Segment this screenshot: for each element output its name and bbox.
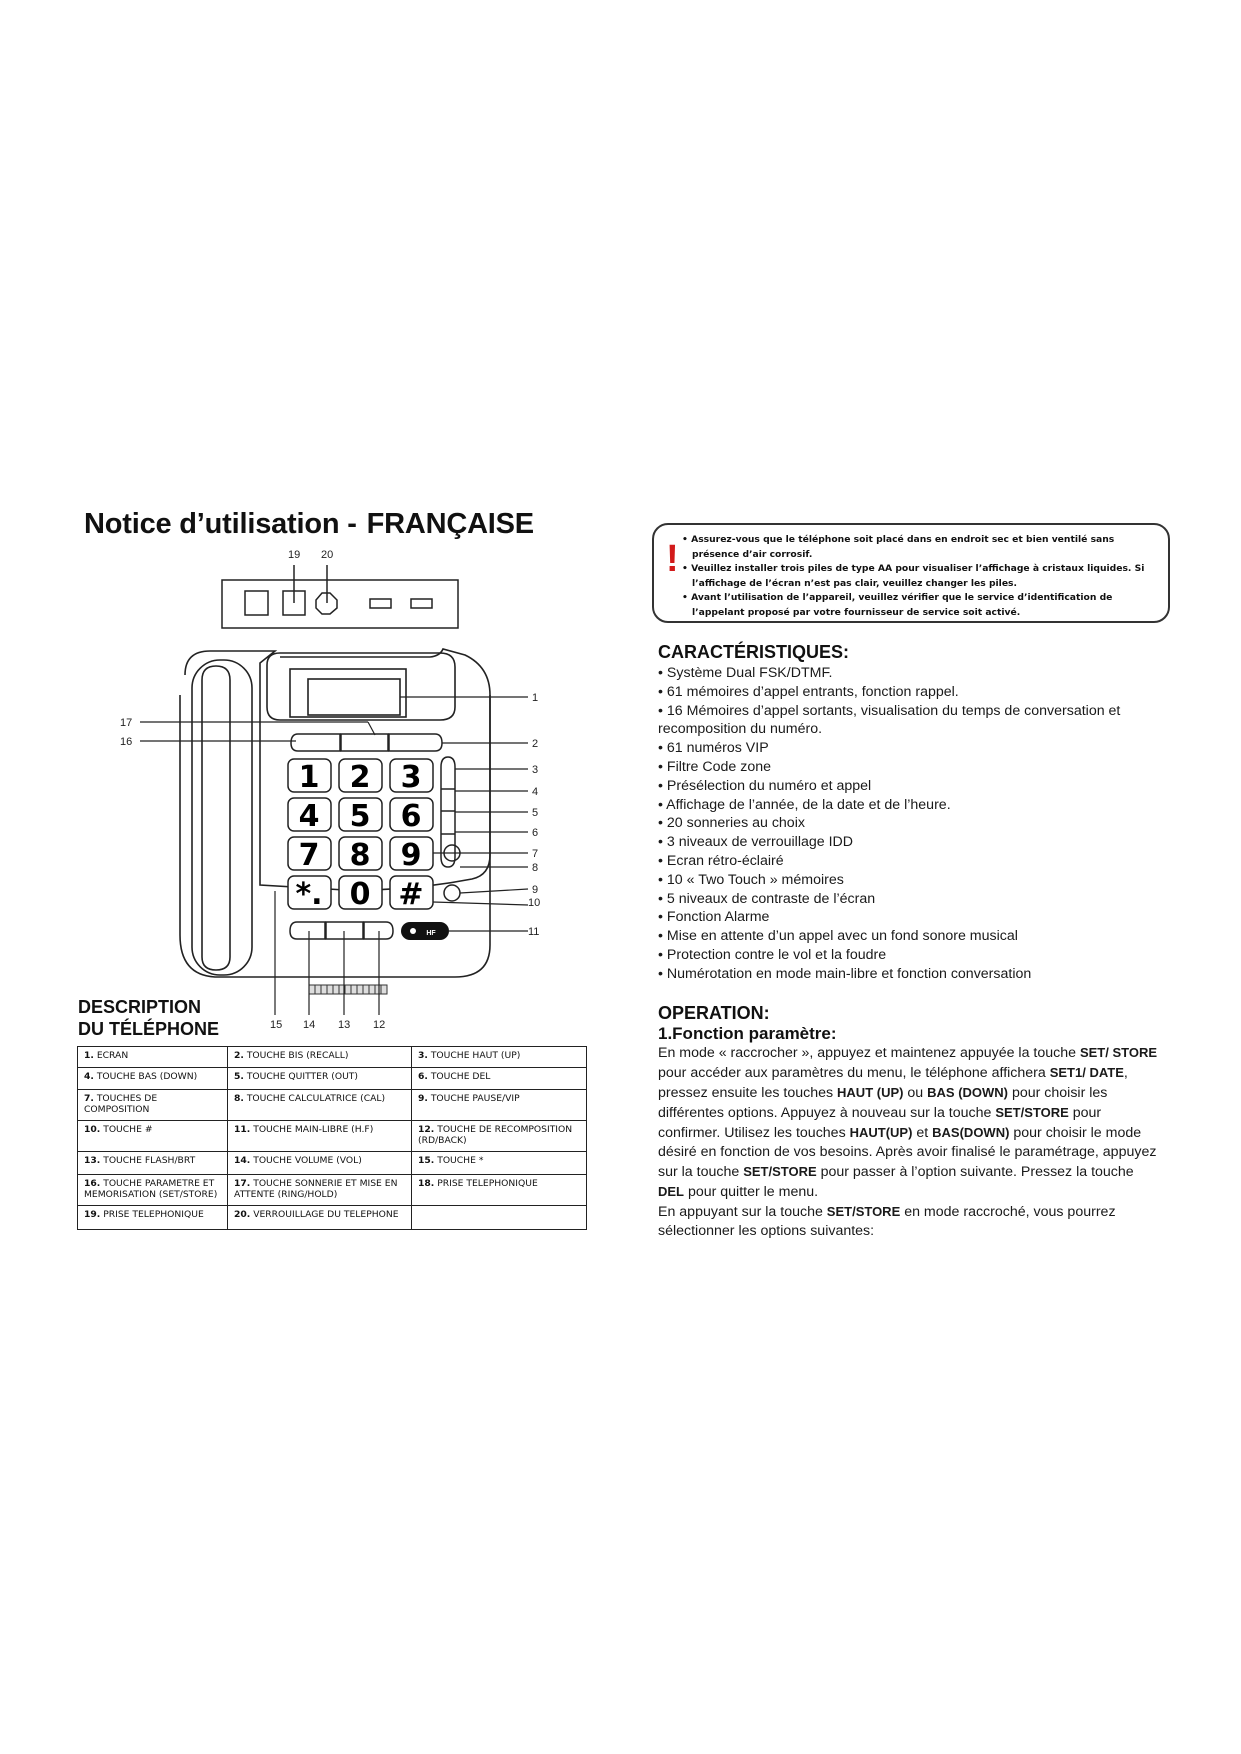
legend-cell: 3. TOUCHE HAUT (UP) bbox=[412, 1047, 587, 1068]
list-item: • 10 « Two Touch » mémoires bbox=[658, 871, 1158, 890]
callout-2: 2 bbox=[532, 738, 539, 750]
list-item: • Ecran rétro-éclairé bbox=[658, 852, 1158, 871]
callout-4: 4 bbox=[532, 786, 539, 798]
callout-6: 6 bbox=[532, 827, 539, 839]
list-item: • Présélection du numéro et appel bbox=[658, 777, 1158, 796]
legend-table bbox=[77, 1046, 587, 1230]
legend-cell: 5. TOUCHE QUITTER (OUT) bbox=[228, 1068, 412, 1090]
warning-icon: ! bbox=[666, 538, 679, 580]
table-row bbox=[78, 1090, 587, 1121]
list-item: • 61 numéros VIP bbox=[658, 739, 1158, 758]
warning-list bbox=[682, 533, 1164, 620]
legend-cell: 1. ECRAN bbox=[78, 1047, 228, 1068]
list-item: • Fonction Alarme bbox=[658, 908, 1158, 927]
key-star: *. bbox=[295, 877, 323, 912]
list-item: • Protection contre le vol et la foudre bbox=[658, 946, 1158, 965]
legend-cell: 14. TOUCHE VOLUME (VOL) bbox=[228, 1152, 412, 1175]
list-item: • 5 niveaux de contraste de l’écran bbox=[658, 890, 1158, 909]
legend-cell bbox=[412, 1206, 587, 1230]
list-item: • 16 Mémoires d’appel sortants, visualisation du temps de conversation et recomposition du numéro. bbox=[658, 702, 1158, 740]
description-title-line2: DU TÉLÉPHONE bbox=[78, 1019, 220, 1039]
parameter-function-title: 1.Fonction paramètre: bbox=[658, 1024, 837, 1043]
list-item: • Mise en attente d’un appel avec un fond sonore musical bbox=[658, 927, 1158, 946]
list-item: • Numérotation en mode main-libre et fonction conversation bbox=[658, 965, 1158, 984]
legend-cell: 9. TOUCHE PAUSE/VIP bbox=[412, 1090, 587, 1121]
legend-cell: 15. TOUCHE * bbox=[412, 1152, 587, 1175]
bold-keyword: SET1/ DATE bbox=[1049, 1065, 1124, 1080]
list-item: • 61 mémoires d’appel entrants, fonction rappel. bbox=[658, 683, 1158, 702]
callout-7: 7 bbox=[532, 848, 539, 860]
callout-19: 19 bbox=[288, 549, 301, 561]
legend-cell: 4. TOUCHE BAS (DOWN) bbox=[78, 1068, 228, 1090]
bold-keyword: DEL bbox=[658, 1184, 684, 1199]
legend-cell: 2. TOUCHE BIS (RECALL) bbox=[228, 1047, 412, 1068]
warning-item: • Assurez-vous que le téléphone soit placé dans en endroit sec et bien ventilé sans présence d’air corrosif. bbox=[682, 533, 1164, 562]
bold-keyword: SET/STORE bbox=[743, 1164, 817, 1179]
phone-diagram bbox=[110, 545, 570, 1035]
callout-10: 10 bbox=[528, 897, 541, 909]
table-row bbox=[78, 1206, 587, 1230]
callout-20: 20 bbox=[321, 549, 334, 561]
operation-text bbox=[658, 1043, 1158, 1241]
key-hash: # bbox=[398, 877, 424, 912]
legend-cell: 16. TOUCHE PARAMETRE ET MEMORISATION (SET/STORE) bbox=[78, 1175, 228, 1206]
table-row bbox=[78, 1152, 587, 1175]
legend-cell: 12. TOUCHE DE RECOMPOSITION (RD/BACK) bbox=[412, 1121, 587, 1152]
callout-9: 9 bbox=[532, 884, 539, 896]
callout-13: 13 bbox=[338, 1019, 351, 1031]
svg-text:HF: HF bbox=[426, 930, 436, 937]
list-item: • Affichage de l’année, de la date et de l’heure. bbox=[658, 796, 1158, 815]
features-title: CARACTÉRISTIQUES: bbox=[658, 642, 850, 662]
bold-keyword: SET/ STORE bbox=[1079, 1045, 1158, 1060]
back-panel bbox=[222, 565, 458, 628]
callout-16: 16 bbox=[120, 736, 133, 748]
operation-paragraph-2: En appuyant sur la touche SET/STORE en mode raccroché, vous pourrez sélectionner les options suivantes: bbox=[658, 1204, 1116, 1239]
bold-keyword: BAS(DOWN) bbox=[932, 1125, 1010, 1140]
table-row bbox=[78, 1068, 587, 1090]
key-6: 6 bbox=[400, 799, 422, 834]
bold-keyword: HAUT(UP) bbox=[849, 1125, 913, 1140]
callout-12: 12 bbox=[373, 1019, 386, 1031]
callout-14: 14 bbox=[303, 1019, 316, 1031]
key-2: 2 bbox=[349, 760, 371, 795]
key-4: 4 bbox=[298, 799, 320, 834]
list-item: • 3 niveaux de verrouillage IDD bbox=[658, 833, 1158, 852]
key-1: 1 bbox=[298, 760, 320, 795]
legend-cell: 18. PRISE TELEPHONIQUE bbox=[412, 1175, 587, 1206]
callout-15: 15 bbox=[270, 1019, 283, 1031]
key-7: 7 bbox=[298, 838, 320, 873]
callout-3: 3 bbox=[532, 764, 539, 776]
bottom-buttons bbox=[290, 922, 393, 939]
keypad-labels bbox=[295, 760, 423, 912]
list-item: • Système Dual FSK/DTMF. bbox=[658, 664, 1158, 683]
operation-title: OPERATION: bbox=[658, 1003, 770, 1023]
callout-5: 5 bbox=[532, 807, 539, 819]
callout-1: 1 bbox=[532, 692, 539, 704]
features-list bbox=[658, 664, 1158, 984]
speaker-grille bbox=[309, 985, 387, 994]
legend-cell: 8. TOUCHE CALCULATRICE (CAL) bbox=[228, 1090, 412, 1121]
hf-button bbox=[401, 922, 449, 940]
list-item: • 20 sonneries au choix bbox=[658, 814, 1158, 833]
legend-cell: 20. VERROUILLAGE DU TELEPHONE bbox=[228, 1206, 412, 1230]
table-row bbox=[78, 1121, 587, 1152]
legend-cell: 19. PRISE TELEPHONIQUE bbox=[78, 1206, 228, 1230]
key-5: 5 bbox=[349, 799, 371, 834]
legend-cell: 13. TOUCHE FLASH/BRT bbox=[78, 1152, 228, 1175]
legend-cell: 7. TOUCHES DE COMPOSITION bbox=[78, 1090, 228, 1121]
warning-item: • Avant l’utilisation de l’appareil, veuillez vérifier que le service d’identification de l’appelant proposé par votre fournisseur de service soit activé. bbox=[682, 591, 1164, 620]
bold-keyword: BAS (DOWN) bbox=[927, 1085, 1009, 1100]
key-3: 3 bbox=[400, 760, 422, 795]
list-item: • Filtre Code zone bbox=[658, 758, 1158, 777]
table-row bbox=[78, 1047, 587, 1068]
bold-keyword: SET/STORE bbox=[826, 1204, 901, 1219]
key-0: 0 bbox=[349, 877, 371, 912]
legend-cell: 6. TOUCHE DEL bbox=[412, 1068, 587, 1090]
callout-11: 11 bbox=[528, 926, 540, 938]
description-title-line1: DESCRIPTION bbox=[78, 997, 202, 1017]
callout-8: 8 bbox=[532, 862, 539, 874]
warning-item: • Veuillez installer trois piles de type AA pour visualiser l’affichage à cristaux liquides. Si l’affichage de l’écran n’est pas clair, veuillez changer les piles. bbox=[682, 562, 1164, 591]
legend-cell: 10. TOUCHE # bbox=[78, 1121, 228, 1152]
page-title bbox=[84, 508, 534, 541]
title-language: FRANÇAISE bbox=[366, 508, 534, 540]
key-9: 9 bbox=[400, 838, 422, 873]
title-main: Notice d’utilisation - bbox=[84, 508, 357, 540]
legend-cell: 11. TOUCHE MAIN-LIBRE (H.F) bbox=[228, 1121, 412, 1152]
leader-lines bbox=[140, 697, 528, 1015]
warning-box bbox=[652, 523, 1170, 623]
bold-keyword: SET/STORE bbox=[995, 1105, 1069, 1120]
legend-cell: 17. TOUCHE SONNERIE ET MISE EN ATTENTE (RING/HOLD) bbox=[228, 1175, 412, 1206]
top-buttons bbox=[291, 734, 442, 751]
side-buttons bbox=[441, 757, 460, 901]
key-8: 8 bbox=[349, 838, 371, 873]
operation-paragraph-1: En mode « raccrocher », appuyez et maintenez appuyée la touche SET/ STORE pour accéder aux paramètres du menu, le téléphone affichera SET1/ DATE, pressez ensuite les touches HAUT (UP) ou BAS (DOWN) pour choisir les différentes options. Appuyez à nouveau sur la touche SET/STORE pour confirmer. Utilisez les touches HAUT(UP) et BAS(DOWN) pour choisir le mode désiré en fonction de vos besoins. Après avoir finalisé le paramétrage, appuyez sur la touche SET/STORE pour passer à l’option suivante. Pressez la touche DEL pour quitter le menu. bbox=[658, 1045, 1158, 1200]
bold-keyword: HAUT (UP) bbox=[837, 1085, 904, 1100]
description-title bbox=[78, 996, 219, 1040]
callout-17: 17 bbox=[120, 717, 133, 729]
table-row bbox=[78, 1175, 587, 1206]
